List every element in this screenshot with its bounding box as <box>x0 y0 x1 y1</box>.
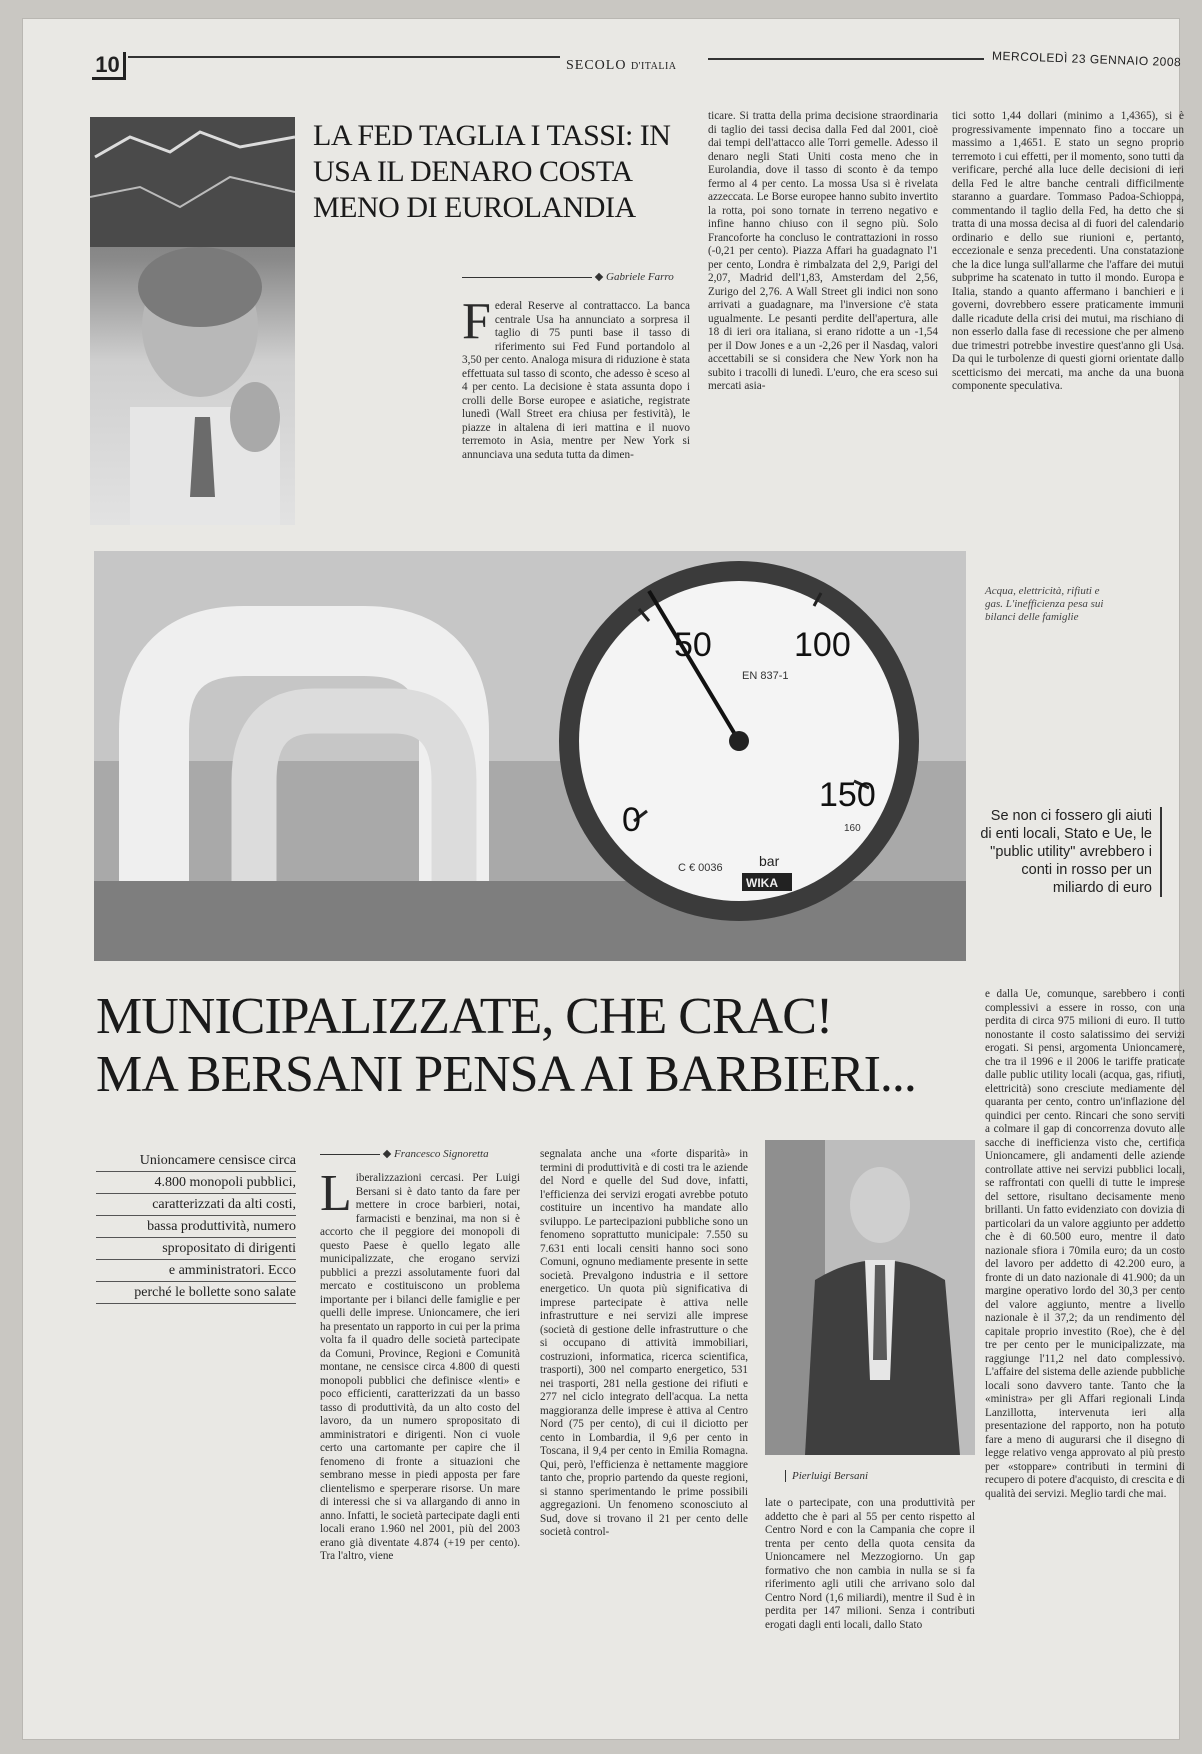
bersani-photo <box>765 1140 975 1455</box>
article2-deck <box>96 1150 296 1304</box>
pressure-gauge-photo <box>94 551 966 961</box>
byline-rule <box>320 1154 380 1155</box>
deck-line: 4.800 monopoli pubblici, <box>96 1172 296 1194</box>
gauge-hub <box>729 731 749 751</box>
article2-column-3: late o partecipate, con una produttività per addetto che è pari al 55 per cento rispetto al Centro Nord e con la Campania che copre il trenta per cento della quota censita da Unioncamere nel Mezzogiorno. Un gap formativo che non cambia in nulla se si fa riferimento agli utili che arrivano solo dal Centro Nord (1,6 miliardi), mentre il Sud è in perdita per 147 milioni. Senza i contributi erogati dagli enti locali, dallo Stato <box>765 1497 975 1631</box>
bersani-illustration <box>765 1140 975 1455</box>
byline-diamond <box>595 273 603 281</box>
publication-name: SECOLO <box>566 58 627 73</box>
header-rule-right <box>708 58 984 60</box>
article1-author: Gabriele Farro <box>606 271 674 283</box>
deck-line: caratterizzati da alti costi, <box>96 1194 296 1216</box>
article2-column-4: e dalla Ue, comunque, sarebbero i conti complessivi a essere in rosso, con una perdita di circa 975 milioni di euro. Il tutto nonostante il costo salatissimo dei servizi erogati. Si pensi, argomenta Unioncamere, che tra il 1996 e il 2006 le tariffe praticate dalle public utility locali (acqua, gas, rifiuti, elettricità) sono cresciute mediamente del quaranta per cento, contro un'inflazione del quindici per cento. Rincari che sono serviti a colmare il gap di concorrenza dovuto alle sacche di inefficienza visto che, certifica Unioncamere, gli andamenti delle aziende controllate attive nei servizi pubblici locali, se raffrontati con quelli di tutte le imprese del settore, risultano decisamente meno brillanti. Un fatto evidenziato con dovizia di particolari da un valore aggiunto per addetto che è di 60.500 euro, mentre il dato nazionale sfiora i 70mila euro; da un costo del lavoro per addetto di 42.200 euro, a fronte di un dato nazionale di 41.900; da un margine operativo lordo del 30,3 per cento del valore aggiunto, mentre a livello nazionale è il 37,2; da un rendimento del capitale proprio investito (Roe), che è del tre per cento per le municipalizzate, ma raggiunge l'11,2 nel dato complessivo. L'affaire del sistema delle aziende pubbliche locali sono davvero tante. Tanto che la «ministra» per gli Affari regionali Linda Lanzillotta, intervenuta ieri alla presentazione del rapporto, non ha potuto fare a meno di augurarsi che il disegno di legge relativo venga approvato al più presto per «stoppare» contributi in termini di recupero di potere d'acquisto, di crescita e di qualità dei servizi. Meglio tardi che mai. <box>985 988 1185 1500</box>
article2-headline-line2: MA BERSANI PENSA AI BARBIERI... <box>96 1046 916 1103</box>
gauge-label-150: 150 <box>819 776 876 814</box>
article2-col1-text: iberalizzazioni cercasi. Per Luigi Bersani si è dato tanto da fare per mettere in croce barbieri, notai, farmacisti e benzinai, ma non si è accorto che il peggiore dei monopoli di questo Paese è quello legato alle municipalizzate, che erogano servizi pubblici a prezzi assolutamente fuori dal mercato e costituiscono un problema importante per i bilanci delle famiglie e per quelli delle imprese. Unioncamere, che ieri ha presentato un rapporto in cui per la prima volta fa il quadro delle società partecipate da Comuni, Province, Regioni e Comunità montane, ne censisce circa 4.800 di questi monopoli pubblici che definisce «lenti» e poco efficienti, caratterizzati da un basso tasso di produttività, da un alto costo del lavoro, da un numero spropositato di amministratori e dirigenti. Non ci vuole certo una cartomante per capire che il fenomeno di fronte a situazioni che sembrano messe in piedi apposta per fare clientelismo e sperperare risorse. Un mare di interessi che si va allargando di anno in anno. Infatti, le società partecipate dagli enti locali erano 1.960 nel 2001, più del 2003 erano già diventate 4.874 (+19 per cento). Tra l'altro, viene <box>320 1172 520 1562</box>
portrait-illustration <box>90 117 295 525</box>
deck-line: bassa produttività, numero <box>96 1216 296 1238</box>
pull-quote: Se non ci fossero gli aiuti di enti locali, Stato e Ue, le "public utility" avrebbero i conti in rosso per un miliardo di euro <box>980 807 1162 897</box>
article1-headline: LA FED TAGLIA I TASSI: IN USA IL DENARO COSTA MENO DI EUROLANDIA <box>313 119 671 224</box>
article2-headline <box>96 988 976 1104</box>
issue-date: MERCOLEDÌ 23 GENNAIO 2008 <box>991 48 1182 70</box>
gauge-label-100: 100 <box>794 626 851 664</box>
gauge-label-0: 0 <box>622 801 641 839</box>
gauge-small-value: 160 <box>844 823 861 834</box>
gauge-illustration <box>94 551 966 961</box>
article2-headline-line1: MUNICIPALIZZATE, CHE CRAC! <box>96 988 833 1045</box>
page-number: 10 <box>92 52 126 80</box>
article2-column-2: segnalata anche una «forte disparità» in termini di produttività e di costi tra le aziende del Nord e quelle del Sud dove, infatti, l'efficienza dei servizi erogati avrebbe potuto costituire un incentivo ha mandate allo sviluppo. Le partecipazioni pubbliche sono un fenomeno soprattutto municipale: 7.550 su 7.631 enti locali censiti hanno soci sono Comuni, ognuno mediamente presente in sette società. Prevalgono industria e il settore energetico. Un quota più significativa di imprese partecipate è attiva nelle infrastrutture e nei servizi alle imprese (società di gestione delle infrastrutture o che si occupano di attività immobiliari, costruzioni, informatica, ricerca scientifica, trasporti), 300 nel comparto energetico, 531 nei trasporti, 281 nella gestione dei rifiuti e 277 nel ciclo integrato dell'acqua. La netta maggioranza delle imprese è attiva al Centro Nord (75 per cento), di cui il diciotto per cento in Lombardia, il 9,6 per cento in Toscana, il 9,4 per cento in Emilia Romagna. Qui, però, l'efficienza è nettamente maggiore tanto che, proprio partendo da queste regioni, si stanno sperimentando le prime possibili aggregazioni. Un fenomeno sconosciuto al Sud, dove si trovano il 21 per cento delle società control- <box>540 1148 748 1538</box>
fed-chairman-photo <box>90 117 295 525</box>
masthead <box>566 58 677 74</box>
article2-byline <box>320 1148 489 1160</box>
gauge-spec-text: C € 0036 <box>678 862 723 874</box>
byline-diamond <box>383 1150 391 1158</box>
deck-line: perché le bollette sono salate <box>96 1282 296 1304</box>
gauge-brand: WIKA <box>746 876 778 890</box>
article1-column-3: tici sotto 1,44 dollari (minimo a 1,4365), si è progressivamente impennato fino a toccare un massimo a 1,4651. E stato un segno proprio terremoto i cui effetti, per il momento, sono tutti da verificare, perché alla luce delle decisioni di ieri della Fed le altre banche centrali difficilmente staranno a guardare. Tommaso Padoa-Schioppa, commentando il taglio della Fed, ha detto che si tratta di una mossa decisa al di fuori del calendario ordinario e dello sue riunioni e, pertanto, eccezionale e senza precedenti. Una constatazione che la dice lunga sull'allarme che l'affare dei mutui subprime ha scatenato in tutto il mondo. Europa e Italia, stando a quanto affermano i banchieri e i governi, dovrebbero essere praticamente immuni dalle ricadute della crisi dei mutui, ma rischiano di non esserlo dalla fase di recessione che per almeno due trimestri potrebbe investire quest'anno gli Usa. Da qui le turbolenze di questi giorni orientate dallo scetticismo dei mercati, ma anche da una buona componente speculativa. <box>952 110 1184 392</box>
deck-line: spropositato di dirigenti <box>96 1238 296 1260</box>
article1-byline <box>462 271 674 283</box>
article2-column-1 <box>320 1172 520 1712</box>
article2-dropcap: L <box>320 1172 352 1222</box>
byline-rule <box>462 277 592 278</box>
deck-line: Unioncamere censisce circa <box>96 1150 296 1172</box>
publication-suffix: D'ITALIA <box>630 61 677 72</box>
article2-author: Francesco Signoretta <box>394 1148 489 1160</box>
gauge-unit: bar <box>759 853 780 869</box>
article1-column-1 <box>462 300 690 520</box>
gauge-model-text: EN 837-1 <box>742 670 789 682</box>
article1-col1-text: ederal Reserve al contrattacco. La banca centrale Usa ha annunciato a sorpresa il taglio di 75 punti base il tasso di riferimento sui Fed Fund portandolo al 3,50 per cento. Analoga misura di riduzione è stata effettuata sul tasso di sconto, che adesso è sceso al 4 per cento. La decisione è stata assunta dopo i crolli delle Borse europee e asiatiche, registrate lunedì (Wall Street era chiusa per festività), le piazze in altalena di ieri mattina e il nuovo terremoto in Asia, mentre per New York si annunciava una seduta tutta da dimen- <box>462 300 690 461</box>
header-rule-left <box>128 56 560 58</box>
deck-line: e amministratori. Ecco <box>96 1260 296 1282</box>
article1-dropcap: F <box>462 300 491 350</box>
gauge-label-50: 50 <box>674 626 712 664</box>
article1-column-2: ticare. Si tratta della prima decisione straordinaria di taglio dei tassi decisa dalla Fed dal 2001, cioè dai tempi dell'attacco alle Torri gemelle. Adesso il denaro negli Stati Uniti costa meno che in Eurolandia, dove il tasso di sconto è da tempo fermo al 4 per cento. La mossa Usa si è rivelata azzeccata. Le Borse europee hanno subito invertito la rotta, poi sono tornate in terreno negativo e infine hanno chiuso con il segno più. Solo Francoforte ha concluso le contrattazioni in rosso (-0,21 per cento). Piazza Affari ha guadagnato l'1 per cento, Londra è rimbalzata del 2,9, Parigi del 2,07, Madrid dell'1,83, Amsterdam del 2,56, Zurigo del 2,76. A Wall Street gli indici non sono arrivati a guadagnare, ma l'inversione c'è stata ugualmente. Le pesanti perdite dell'apertura, alle 18 di ieri ora italiana, si erano ridotte a un -1,54 per il Dow Jones e a un -2,26 per il Nasdaq, valori accettabili se si considera che New York non ha subito i tracolli di lunedì. L'euro, che era sceso sui mercati asia- <box>708 110 938 392</box>
bersani-caption: Pierluigi Bersani <box>785 1470 868 1482</box>
gauge-caption: Acqua, elettricità, rifiuti e gas. L'inefficienza pesa sui bilanci delle famiglie <box>985 585 1104 623</box>
